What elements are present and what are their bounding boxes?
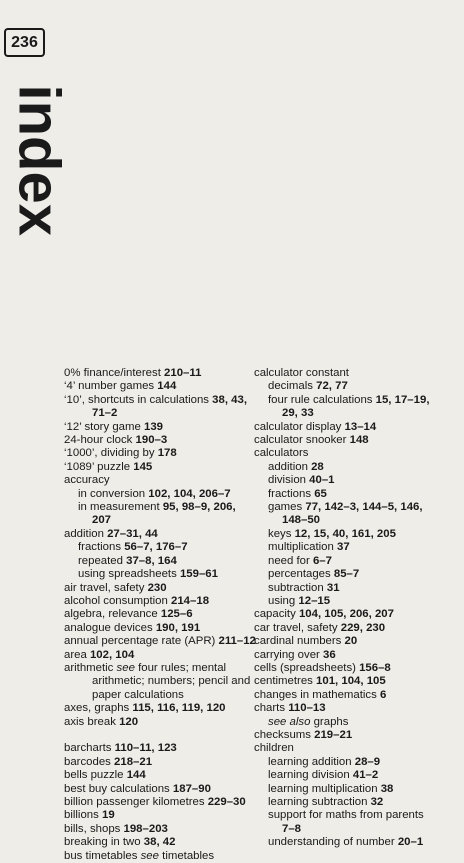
page-references: 102, 104, 206–7 (148, 487, 231, 500)
index-column-left (64, 367, 256, 863)
entry-term: calculators (254, 447, 309, 460)
entry-term: ‘1000’, dividing by (64, 447, 158, 460)
index-entry (64, 783, 244, 796)
entry-term: ‘12’ story game (64, 420, 144, 433)
entry-term: decimals (268, 380, 317, 393)
page-references: 15, 17–19, (375, 393, 430, 406)
entry-term: calculator display (254, 420, 345, 433)
index-entry (64, 393, 247, 407)
page-references: 72, 77 (316, 380, 348, 393)
page-references: 104, 105, 206, 207 (298, 608, 394, 621)
entry-term: children (254, 742, 294, 755)
page-references: 85–7 (333, 568, 360, 581)
entry-term: learning addition (268, 755, 355, 768)
page-references: 198–203 (123, 822, 168, 835)
entry-term: arithmetic (64, 661, 117, 674)
entry-term: bells puzzle (64, 769, 127, 782)
page-references: 145 (133, 460, 153, 473)
index-entry (64, 488, 244, 501)
entry-term: using (268, 594, 299, 607)
index-entry (64, 568, 244, 581)
index-entry (254, 380, 454, 393)
entry-term: checksums (254, 728, 315, 741)
entry-term: games (268, 501, 306, 514)
entry-term: addition (268, 460, 312, 473)
page-references: 156–8 (359, 661, 391, 674)
entry-term: arithmetic; numbers; pencil and (92, 675, 251, 688)
page-references: 229, 230 (340, 621, 386, 634)
page-references: 40–1 (309, 474, 335, 487)
entry-term: using spreadsheets (78, 568, 180, 581)
index-entry (64, 635, 256, 648)
index-entry (254, 541, 454, 554)
page-references: 139 (143, 420, 163, 433)
page-references: 144 (126, 769, 146, 782)
index-entry (254, 823, 454, 836)
index-entry (64, 675, 251, 688)
page-references: 12, 15, 40, 161, 205 (294, 527, 396, 540)
index-entry (254, 474, 454, 487)
page-references: 219–21 (314, 728, 353, 741)
page-references: 27–31, 44 (107, 527, 158, 540)
page-references: 110–11, 123 (114, 742, 177, 755)
index-entry (64, 689, 244, 702)
index-entry (64, 528, 244, 541)
see-reference: see (116, 661, 135, 674)
entry-term: fractions (268, 487, 315, 500)
index-entry (64, 407, 244, 420)
index-entry (254, 608, 454, 621)
entry-term: ‘4’ number games (64, 380, 158, 393)
index-entry (64, 380, 244, 393)
entry-term: barcodes (64, 755, 115, 768)
page-references: 6 (380, 688, 387, 701)
entry-term: ‘1089’ puzzle (64, 460, 134, 473)
page-references: 32 (370, 796, 384, 808)
entry-term: bills, shops (64, 822, 124, 835)
index-entry (254, 488, 454, 501)
index-entry (254, 447, 454, 460)
page-references: 28–9 (354, 755, 381, 768)
page-references: 214–18 (171, 594, 210, 607)
page-references: 207 (92, 514, 112, 527)
entry-term: accuracy (64, 474, 110, 487)
index-entry (254, 582, 454, 595)
see-target: graphs (310, 715, 349, 728)
entry-term: area (64, 648, 90, 661)
index-entry (64, 809, 244, 822)
entry-term: calculator snooker (254, 434, 350, 447)
index-entry (254, 407, 454, 420)
entry-term: 0% finance/interest (64, 367, 165, 379)
entry-term: carrying over (254, 648, 324, 661)
entry-term: multiplication (268, 541, 338, 554)
index-entry (254, 568, 454, 581)
index-entry (254, 742, 454, 755)
entry-term: percentages (268, 568, 334, 581)
index-entry (254, 716, 454, 729)
page-references: 115, 116, 119, 120 (132, 702, 226, 715)
page-references: 31 (326, 581, 340, 594)
page-references: 37 (337, 541, 350, 554)
letter-group-gap (64, 729, 244, 742)
entry-term: cardinal numbers (254, 635, 345, 648)
entry-term: keys (268, 527, 295, 540)
page-references: 101, 104, 105 (316, 675, 386, 688)
index-entry (254, 662, 454, 675)
page-references: 77, 142–3, 144–5, 146, (305, 501, 423, 514)
index-entry (64, 514, 244, 527)
page-references: 190–3 (135, 434, 168, 447)
page-number: 236 (4, 28, 45, 57)
entry-term: 24-hour clock (64, 434, 136, 447)
index-entry (254, 461, 454, 474)
index-entry (254, 649, 454, 662)
entry-term: air travel, safety (64, 581, 148, 594)
index-entry (64, 541, 244, 554)
entry-term: breaking in two (64, 836, 144, 849)
index-entry (64, 434, 244, 447)
page-references: 159–61 (179, 568, 218, 581)
index-entry (64, 582, 244, 595)
entry-term: billions (64, 809, 102, 822)
entry-term: car travel, safety (254, 621, 341, 634)
entry-term: charts (254, 702, 289, 715)
page-references: 36 (323, 648, 336, 661)
entry-term: understanding of number (268, 836, 398, 849)
entry-term: cells (spreadsheets) (254, 661, 360, 674)
page-references: 148–50 (282, 514, 321, 527)
see-target: timetables (158, 849, 215, 862)
entry-term: analogue devices (64, 621, 156, 634)
index-entry (64, 367, 244, 380)
entry-term: billion passenger kilometres (64, 795, 208, 808)
index-entry (254, 836, 454, 849)
page-references: 12–15 (298, 594, 331, 607)
page-references: 19 (102, 809, 115, 822)
entry-term: in measurement (78, 501, 163, 514)
index-entry (254, 702, 454, 715)
page-references: 144 (157, 380, 177, 393)
page-references: 28 (311, 460, 324, 473)
index-entry (254, 514, 454, 527)
index-entry (64, 501, 244, 514)
index-entry (64, 836, 244, 849)
entry-term: learning subtraction (268, 796, 371, 808)
entry-term: barcharts (64, 742, 115, 755)
index-entry (64, 622, 244, 635)
entry-term: changes in mathematics (254, 688, 380, 701)
index-entry (64, 702, 244, 715)
page-references: 65 (314, 487, 327, 500)
page-references: 56–7, 176–7 (124, 541, 188, 554)
page-references: 29, 33 (282, 407, 314, 420)
index-entry (64, 608, 244, 621)
entry-term: learning division (268, 769, 353, 782)
page-references: 38, 43, (212, 393, 247, 406)
see-reference: see (140, 849, 159, 862)
index-entry (254, 595, 454, 608)
entry-term: four rule calculations (268, 393, 376, 406)
entry-term: bus timetables (64, 849, 141, 862)
page-references: 218–21 (114, 755, 153, 768)
index-entry (64, 649, 244, 662)
entry-term: axis break (64, 715, 120, 728)
entry-term: division (268, 474, 310, 487)
section-title: index (6, 84, 72, 236)
page-references: 6–7 (312, 554, 332, 567)
entry-term: fractions (78, 541, 125, 554)
see-target: four rules; mental (134, 661, 227, 674)
entry-term: paper calculations (92, 688, 184, 701)
index-entry (254, 756, 454, 769)
index-entry (254, 635, 454, 648)
index-entry (254, 555, 454, 568)
entry-term: best buy calculations (64, 782, 173, 795)
entry-term: centimetres (254, 675, 317, 688)
index-entry (254, 809, 454, 822)
page-references: 71–2 (92, 407, 118, 420)
index-entry (64, 769, 244, 782)
page-references: 95, 98–9, 206, (162, 501, 236, 514)
index-entry (254, 769, 454, 782)
index-entry (254, 796, 454, 809)
page-references: 38, 42 (143, 836, 176, 849)
page-references: 13–14 (344, 420, 377, 433)
page-references: 187–90 (172, 782, 211, 795)
page-references: 20–1 (397, 836, 424, 849)
page-references: 20 (344, 635, 358, 648)
index-entry (254, 622, 454, 635)
page-references: 102, 104 (89, 648, 135, 661)
index-column-right (254, 367, 454, 850)
see-reference: see also (268, 715, 311, 728)
index-entry (64, 796, 244, 809)
index-entry (254, 501, 454, 514)
index-entry (64, 555, 244, 568)
page-references: 230 (147, 581, 167, 594)
entry-term: subtraction (268, 581, 327, 594)
index-entry (64, 461, 244, 474)
entry-term: learning multiplication (268, 782, 381, 795)
entry-term: addition (64, 527, 108, 540)
index-entry (64, 850, 244, 863)
index-entry (64, 421, 244, 434)
page-references: 120 (119, 715, 139, 728)
index-entry (64, 662, 244, 675)
entry-term: need for (268, 554, 313, 567)
entry-term: capacity (254, 608, 299, 621)
page-references: 148 (349, 434, 369, 447)
index-entry (254, 528, 454, 541)
page-references: 110–13 (288, 702, 326, 715)
index-entry (254, 729, 454, 742)
index-entry (254, 367, 454, 380)
entry-term: in conversion (78, 487, 149, 500)
index-entry (64, 474, 244, 487)
entry-term: annual percentage rate (APR) (64, 635, 219, 648)
entry-term: alcohol consumption (64, 594, 172, 607)
index-entry (64, 756, 244, 769)
page-references: 190, 191 (155, 621, 201, 634)
page-references: 211–12 (218, 635, 256, 648)
index-entry (254, 434, 454, 447)
entry-term: algebra, relevance (64, 608, 161, 621)
page-references: 125–6 (160, 608, 193, 621)
index-entry (64, 447, 244, 460)
index-entry (64, 823, 244, 836)
page-references: 7–8 (282, 822, 302, 835)
index-entry (254, 783, 454, 796)
index-entry (64, 742, 244, 755)
page-references: 178 (157, 447, 177, 460)
index-entry (254, 689, 454, 702)
page-references: 210–11 (164, 367, 202, 379)
entry-term: calculator constant (254, 367, 349, 379)
page-references: 38 (380, 782, 394, 795)
index-entry (254, 394, 454, 407)
index-entry (64, 716, 244, 729)
page-references: 229–30 (207, 795, 246, 808)
entry-term: axes, graphs (64, 702, 133, 715)
index-entry (254, 675, 454, 688)
page-references: 37–8, 164 (126, 554, 177, 567)
entry-term: support for maths from parents (268, 809, 424, 822)
index-entry (64, 595, 244, 608)
page-references: 41–2 (352, 769, 379, 782)
index-entry (254, 421, 454, 434)
entry-term: repeated (78, 554, 127, 567)
entry-term: ‘10’, shortcuts in calculations (64, 393, 213, 406)
